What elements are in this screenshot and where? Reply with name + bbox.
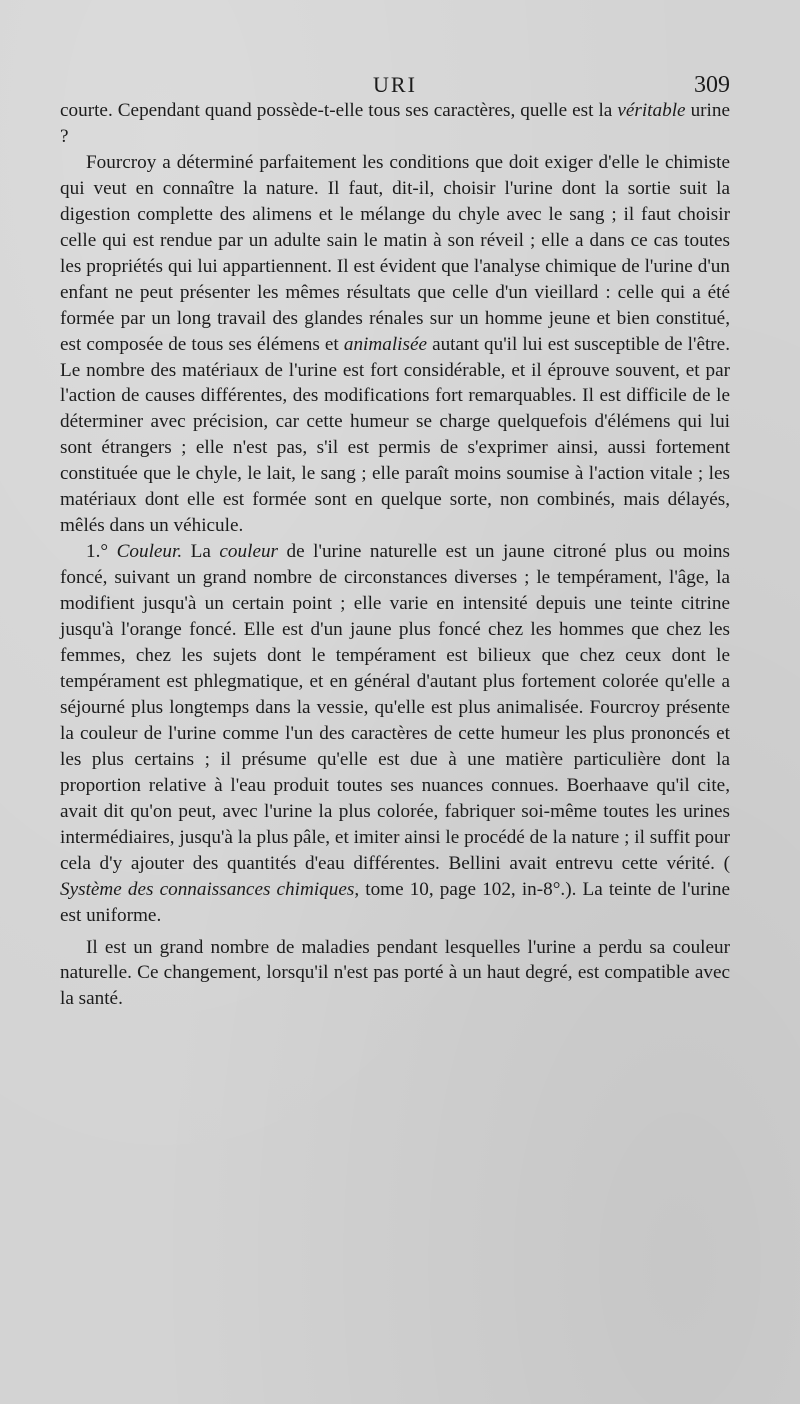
italic-text: véritable	[617, 100, 686, 121]
paragraph	[60, 150, 730, 539]
text-run: autant qu'il lui est susceptible de l'être. Le nombre des matériaux de l'urine est fort considérable, et il éprouve souvent, et par l'action de causes différentes, des modifications fort remarquables. Il est difficile de le déterminer avec précision, car cette humeur se charge quelquefois d'élémens qui lui sont étrangers ; elle n'est pas, s'il est permis de s'exprimer ainsi, aussi fortement constituée que le chyle, le lait, le sang ; elle paraît moins soumise à l'action vitale ; les matériaux dont elle est formée sont en quelque sorte, non combinés, mais délayés, mêlés dans un véhicule.	[60, 333, 730, 537]
text-run: urine ?	[60, 100, 730, 147]
text-run: courte. Cependant quand possède-t-elle tous ses caractères, quelle est la	[60, 100, 618, 121]
italic-text: Couleur.	[116, 541, 183, 563]
text-run: de l'urine naturelle est un jaune citroné plus ou moins foncé, suivant un grand nombre de circonstances diverses ; le tempérament, l'âge, la modifient jusqu'à un certain point ; elle varie en intensité depuis une teinte citrine jusqu'à l'orange foncé. Elle est d'un jaune plus foncé chez les hommes que chez les femmes, chez les sujets dont le tempérament est bilieux que chez ceux dont le tempérament est phlegmatique, et en général d'autant plus fortement colorée qu'elle a séjourné plus longtemps dans la vessie, qu'elle est plus animalisée. Fourcroy présente la couleur de l'urine comme l'un des caractères de cette humeur les plus prononcés et les plus certains ; il présume qu'elle est due à une matière particulière dont la proportion relative à l'eau produit toutes ses nuances connues. Boerhaave qu'il cite, avait dit qu'on peut, avec l'urine la plus colorée, fabriquer soi-même toutes les urines intermédiaires, jusqu'à la plus pâle, et imiter ainsi le procédé de la nature ; il suffit pour cela d'y ajouter des quantités d'eau différentes. Bellini avait entrevu cette vérité. (	[60, 541, 730, 874]
text-run: Fourcroy a déterminé parfaitement les conditions que doit exiger d'elle le chimiste qui veut en connaître la nature. Il faut, dit-il, choisir l'urine dont la sortie suit la digestion complette des alimens et le mélange du chyle avec le sang ; il faut choisir celle qui est rendue par un adulte sain le matin à son réveil ; elle a dans ce cas toutes les propriétés qui lui appartiennent. Il est évident que l'analyse chimique de l'urine d'un enfant ne peut présenter les mêmes résultats que celle d'un vieillard : celle qui a été formée par un long travail des glandes rénales sur un homme jeune et bien constitué, est composée de tous ses élémens et	[60, 151, 730, 355]
text-run: , tome 10, page 102, in-8°.). La teinte de l'urine est uniforme.	[60, 878, 730, 926]
italic-text: Système des connaissances chimiques	[60, 878, 355, 900]
paragraph	[60, 98, 730, 150]
page-number: 309	[694, 72, 730, 98]
body-text	[60, 98, 730, 1012]
text-run: 1.°	[86, 541, 117, 563]
paragraph	[60, 935, 730, 1013]
italic-text: animalisée	[343, 333, 427, 355]
running-head: URI	[373, 72, 417, 97]
text-run: La	[182, 541, 220, 563]
italic-text: couleur	[219, 541, 279, 563]
text-run: Il est un grand nombre de maladies pendant lesquelles l'urine a perdu sa couleur naturelle. Ce changement, lorsqu'il n'est pas porté à un haut degré, est compatible avec la santé.	[60, 936, 730, 1010]
paragraph	[60, 539, 730, 928]
